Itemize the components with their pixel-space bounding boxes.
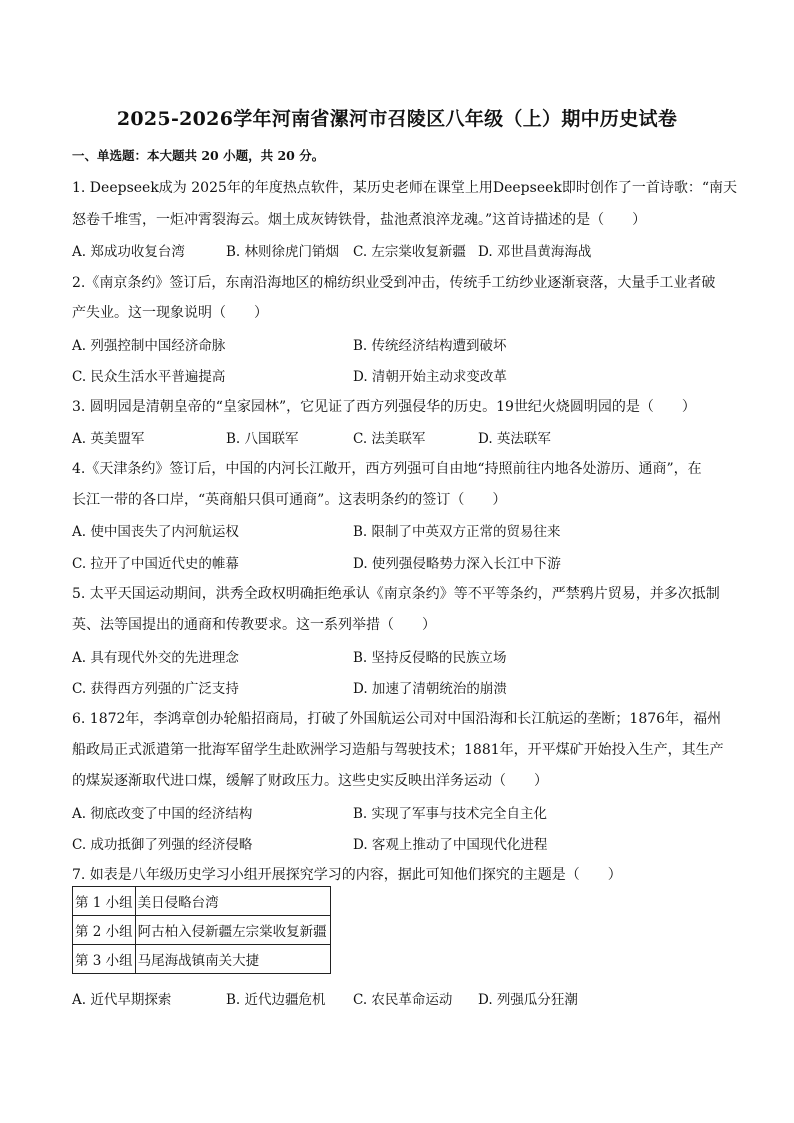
table-row xyxy=(73,916,331,945)
table-row xyxy=(73,945,331,974)
table-cell: 马尾海战镇南关大捷 xyxy=(135,945,330,974)
q6-line-3: 的煤炭逐渐取代进口煤，缓解了财政压力。这些史实反映出洋务运动（ ） xyxy=(72,773,548,789)
q6-option-c: C. 成功抵御了列强的经济侵略 xyxy=(72,837,253,853)
table-cell: 第 2 小组 xyxy=(73,916,136,945)
q1-line-2: 怒卷千堆雪，一炬冲霄裂海云。烟土成灰铸铁骨，盐池煮浪淬龙魂。”这首诗描述的是（ ） xyxy=(72,212,647,228)
q5-option-b: B. 坚持反侵略的民族立场 xyxy=(353,650,507,666)
q5-option-d: D. 加速了清朝统治的崩溃 xyxy=(353,681,507,697)
q4-option-b: B. 限制了中英双方正常的贸易往来 xyxy=(353,524,561,540)
q7-table xyxy=(72,886,331,974)
table-row xyxy=(73,887,331,916)
q6-option-a: A. 彻底改变了中国的经济结构 xyxy=(72,806,253,822)
exam-title: 2025-2026学年河南省漯河市召陵区八年级（上）期中历史试卷 xyxy=(116,108,678,130)
q5-line-1: 5. 太平天国运动期间，洪秀全政权明确拒绝承认《南京条约》等不平等条约，严禁鸦片贸易，并多次抵制 xyxy=(72,586,720,602)
q6-option-d: D. 客观上推动了中国现代化进程 xyxy=(353,837,548,853)
q2-line-1: 2.《南京条约》签订后，东南沿海地区的棉纺织业受到冲击，传统手工纺纱业逐渐衰落，大量手工业者破 xyxy=(72,275,716,291)
q4-option-c: C. 拉开了中国近代史的帷幕 xyxy=(72,556,239,572)
q4-option-d: D. 使列强侵略势力深入长江中下游 xyxy=(353,556,561,572)
q4-option-a: A. 使中国丧失了内河航运权 xyxy=(72,524,239,540)
q6-line-2: 船政局正式派遣第一批海军留学生赴欧洲学习造船与驾驶技术；1881年，开平煤矿开始投入生产，其生产 xyxy=(72,742,724,758)
q7-option-a: A. 近代早期探索 xyxy=(72,992,172,1008)
q1-option-c: C. 左宗棠收复新疆 xyxy=(353,244,466,260)
q3-option-b: B. 八国联军 xyxy=(226,431,299,447)
q7-option-b: B. 近代边疆危机 xyxy=(226,992,326,1008)
q3-option-d: D. 英法联军 xyxy=(478,431,551,447)
q1-option-a: A. 郑成功收复台湾 xyxy=(72,244,185,260)
q2-option-b: B. 传统经济结构遭到破坏 xyxy=(353,338,507,354)
q7-line-1: 7. 如表是八年级历史学习小组开展探究学习的内容，据此可知他们探究的主题是（ ） xyxy=(72,867,622,883)
table-cell: 美日侵略台湾 xyxy=(135,887,330,916)
q2-option-d: D. 清朝开始主动求变改革 xyxy=(353,369,507,385)
table-cell: 第 1 小组 xyxy=(73,887,136,916)
section-heading: 一、单选题：本大题共 20 小题，共 20 分。 xyxy=(72,148,325,163)
q2-option-c: C. 民众生活水平普遍提高 xyxy=(72,369,226,385)
q1-option-d: D. 邓世昌黄海海战 xyxy=(478,244,592,260)
q4-line-1: 4.《天津条约》签订后，中国的内河长江敞开，西方列强可自由地“持照前往内地各处游历、通商”，在 xyxy=(72,461,702,477)
q1-line-1: 1. Deepseek成为 2025年的年度热点软件，某历史老师在课堂上用Deepseek即时创作了一首诗歌：“南天 xyxy=(72,180,738,196)
q5-option-a: A. 具有现代外交的先进理念 xyxy=(72,650,239,666)
q5-option-c: C. 获得西方列强的广泛支持 xyxy=(72,681,239,697)
q7-option-c: C. 农民革命运动 xyxy=(353,992,453,1008)
q7-option-d: D. 列强瓜分狂潮 xyxy=(478,992,578,1008)
q3-option-a: A. 英美盟军 xyxy=(72,431,145,447)
q1-option-b: B. 林则徐虎门销烟 xyxy=(226,244,340,260)
table-cell: 阿古柏入侵新疆左宗棠收复新疆 xyxy=(135,916,330,945)
q2-line-2: 产失业。这一现象说明（ ） xyxy=(72,305,268,321)
table-cell: 第 3 小组 xyxy=(73,945,136,974)
q4-line-2: 长江一带的各口岸，“英商船只俱可通商”。这表明条约的签订（ ） xyxy=(72,492,507,508)
q3-option-c: C. 法美联军 xyxy=(353,431,426,447)
q2-option-a: A. 列强控制中国经济命脉 xyxy=(72,338,226,354)
q6-option-b: B. 实现了军事与技术完全自主化 xyxy=(353,806,548,822)
q3-line-1: 3. 圆明园是清朝皇帝的“皇家园林”，它见证了西方列强侵华的历史。19世纪火烧圆明园的是（ ） xyxy=(72,399,696,415)
q6-line-1: 6. 1872年，李鸿章创办轮船招商局，打破了外国航运公司对中国沿海和长江航运的垄断；1876年，福州 xyxy=(72,711,722,727)
q5-line-2: 英、法等国提出的通商和传教要求。这一系列举措（ ） xyxy=(72,617,436,633)
